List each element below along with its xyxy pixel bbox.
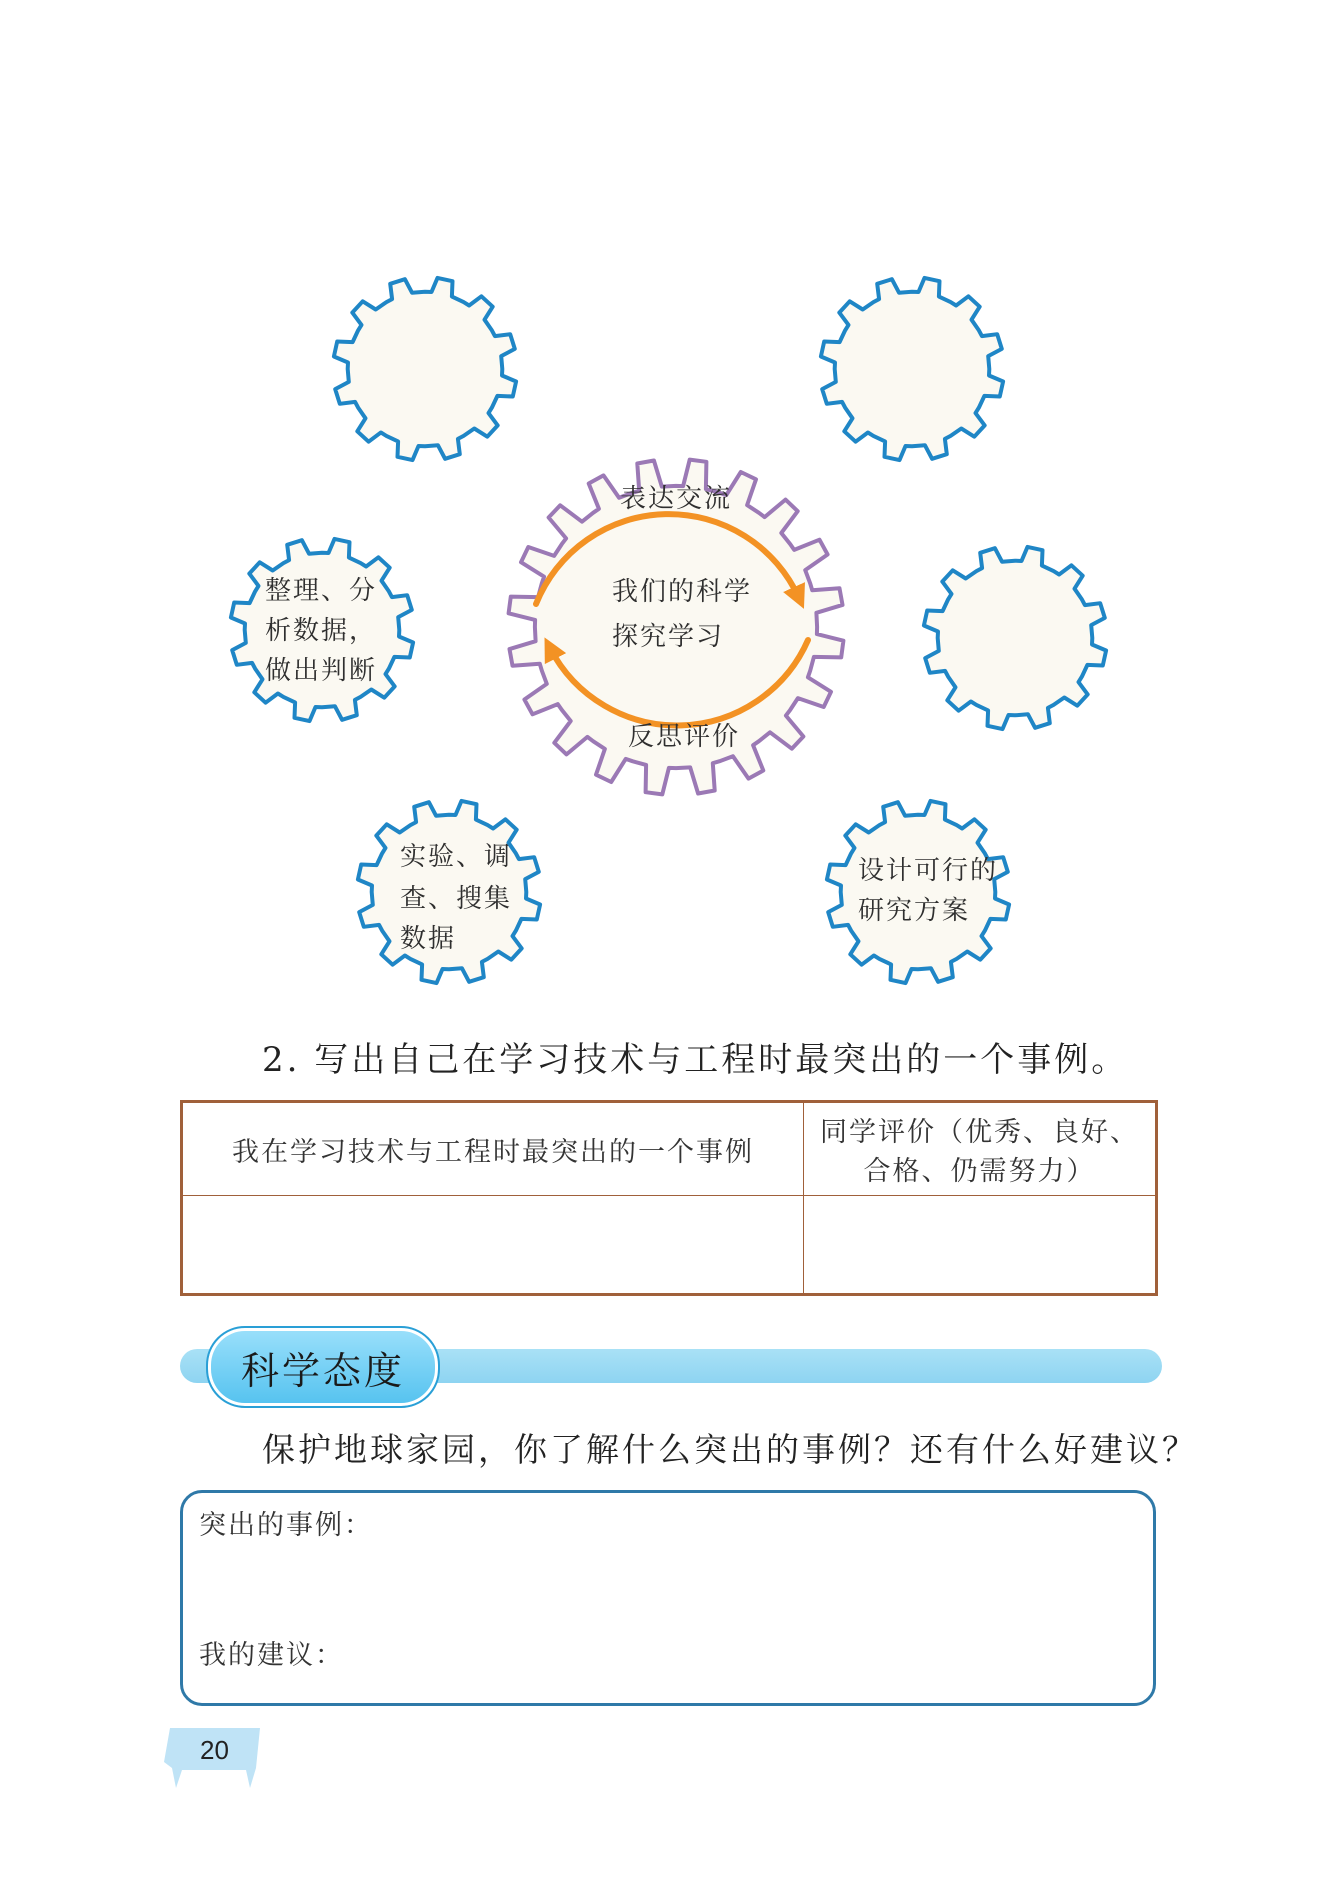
gear-analyze-line1: 整理、分 (265, 576, 378, 606)
cycle-label-reflect: 反思评价 (628, 722, 741, 752)
attitude-question: 保护地球家园，你了解什么突出的事例？还有什么好建议？ (262, 1430, 1198, 1469)
gear-right (924, 547, 1106, 729)
example-table (180, 1100, 1158, 1296)
table-header-peer-review-line2: 合格、仍需努力） (863, 1156, 1096, 1187)
table-header-peer-review (804, 1102, 1157, 1196)
page-number: 20 (200, 1735, 229, 1765)
answer-label-example: 突出的事例： (199, 1510, 373, 1541)
table-header-peer-review-line1: 同学评价（优秀、良好、 (820, 1117, 1139, 1148)
cycle-center-title-line1: 我们的科学 (612, 577, 753, 607)
cycle-label-express: 表达交流 (620, 484, 733, 514)
gear-design-line1: 设计可行的 (858, 856, 999, 886)
table-header-example: 我在学习技术与工程时最突出的一个事例 (182, 1102, 804, 1196)
gear-top-right (821, 278, 1003, 460)
table-row (182, 1196, 1157, 1295)
table-cell-peer-review-answer[interactable] (804, 1196, 1157, 1295)
gear-top-left (334, 278, 516, 460)
gear-experiment-line3: 数据 (400, 924, 457, 954)
question-2-text: 2. 写出自己在学习技术与工程时最突出的一个事例。 (262, 1040, 1129, 1080)
section-banner (206, 1326, 440, 1408)
table-header-row (182, 1102, 1157, 1196)
gear-analyze-line3: 做出判断 (265, 656, 378, 686)
gear-analyze-line2: 析数据， (265, 616, 378, 646)
gear-design-line2: 研究方案 (858, 896, 971, 926)
section-title: 科学态度 (240, 1348, 405, 1393)
answer-box[interactable] (180, 1490, 1156, 1706)
answer-label-suggestion: 我的建议： (199, 1640, 344, 1671)
table-cell-example-answer[interactable] (182, 1196, 804, 1295)
gear-experiment-line2: 查、搜集 (400, 884, 513, 914)
gear-experiment-line1: 实验、调 (400, 842, 513, 872)
cycle-center-title-line2: 探究学习 (612, 622, 725, 652)
